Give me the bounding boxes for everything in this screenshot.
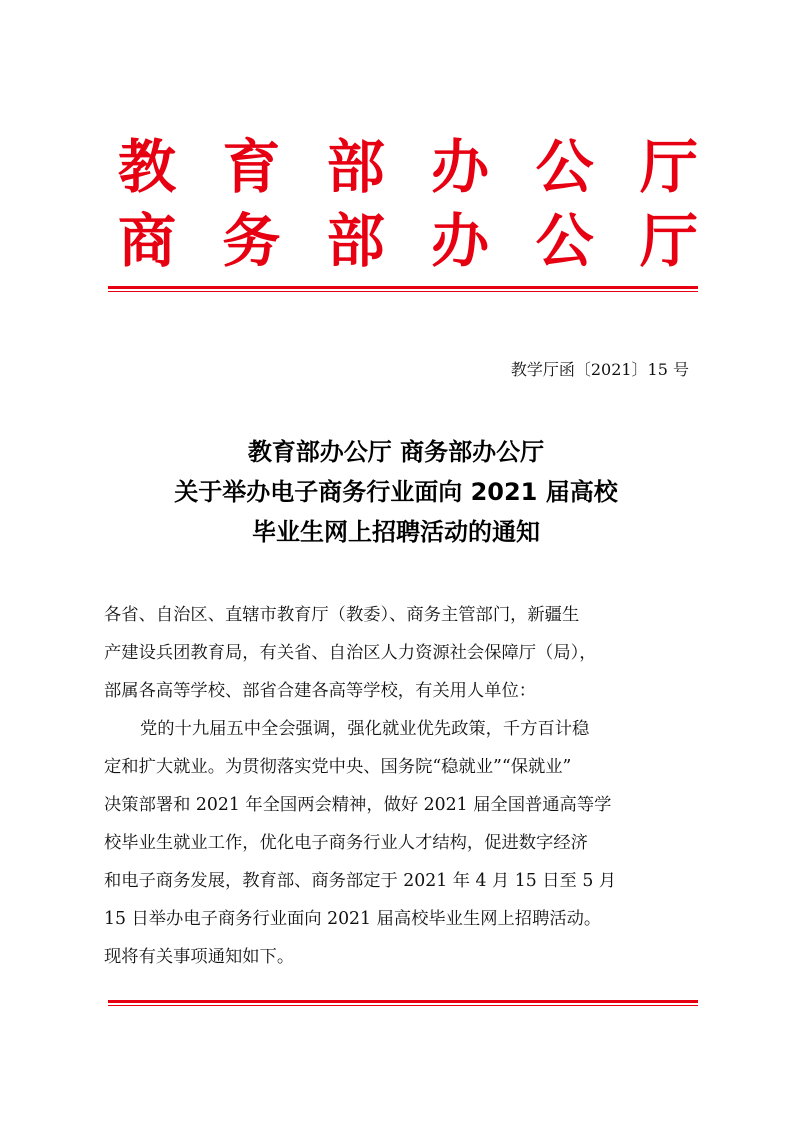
issuer-char: 厅 <box>639 133 698 201</box>
issuer-line-education <box>118 133 698 201</box>
document-body <box>104 596 694 976</box>
issuer-line-commerce <box>118 207 698 275</box>
document-number: 教学厅函〔2021〕15 号 <box>510 360 689 379</box>
paragraph-line: 和电子商务发展，教育部、商务部定于 2021 年 4 月 15 日至 5 月 <box>104 871 617 891</box>
issuer-char: 部 <box>326 207 385 275</box>
issuer-char: 办 <box>431 133 490 201</box>
issuer-char: 部 <box>326 133 385 201</box>
rule-thick-line <box>108 1000 698 1003</box>
paragraph-line: 党的十九届五中全会强调，强化就业优先政策，千方百计稳 <box>140 719 590 739</box>
issuer-char: 育 <box>222 133 281 201</box>
rule-thick-line <box>108 286 698 289</box>
issuer-char: 厅 <box>639 207 698 275</box>
rule-thin-line <box>108 291 698 292</box>
document-title <box>96 432 696 552</box>
rule-thin-line <box>108 1005 698 1006</box>
issuer-char: 办 <box>431 207 490 275</box>
salutation-line: 产建设兵团教育局，有关省、自治区人力资源社会保障厅（局）， <box>104 643 597 663</box>
paragraph-line: 定和扩大就业。为贯彻落实党中央、国务院“稳就业”“保就业” <box>104 757 572 777</box>
paragraph-line: 校毕业生就业工作，优化电子商务行业人才结构，促进数字经济 <box>104 833 588 853</box>
issuer-char: 务 <box>222 207 281 275</box>
issuer-char: 公 <box>535 133 594 201</box>
salutation-line: 部属各高等学校、部省合建各高等学校，有关用人单位： <box>104 681 537 701</box>
title-line: 毕业生网上招聘活动的通知 <box>252 518 540 546</box>
paragraph-line: 现将有关事项通知如下。 <box>104 947 295 967</box>
salutation-line: 各省、自治区、直辖市教育厅（教委）、商务主管部门，新疆生 <box>104 605 580 625</box>
paragraph-line: 15 日举办电子商务行业面向 2021 届高校毕业生网上招聘活动。 <box>104 909 602 929</box>
title-line: 关于举办电子商务行业面向 2021 届高校 <box>174 478 618 506</box>
title-line: 教育部办公厅 商务部办公厅 <box>247 438 545 466</box>
paragraph-line: 决策部署和 2021 年全国两会精神，做好 2021 届全国普通高等学 <box>104 795 612 815</box>
issuer-char: 公 <box>535 207 594 275</box>
issuer-char: 商 <box>118 207 177 275</box>
header-red-rule <box>108 286 698 293</box>
footer-red-rule <box>108 1000 698 1007</box>
issuer-char: 教 <box>118 133 177 201</box>
